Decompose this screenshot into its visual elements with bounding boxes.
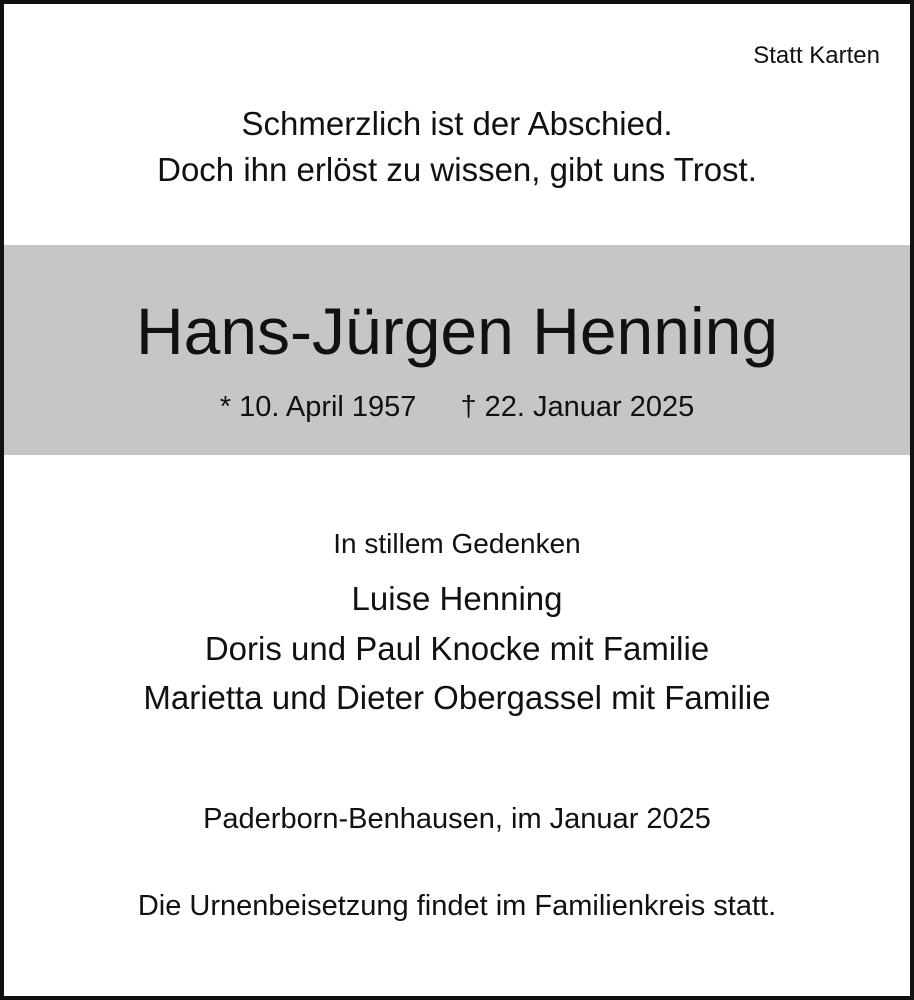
burial-note: Die Urnenbeisetzung findet im Familienkreis statt.: [137, 890, 777, 922]
quote-line-2: Doch ihn erlöst zu wissen, gibt uns Trost.: [157, 151, 757, 188]
statt-karten-label: Statt Karten: [753, 42, 880, 69]
deceased-name: Hans-Jürgen Henning: [135, 294, 779, 368]
quote-line-1: Schmerzlich ist der Abschied.: [241, 105, 673, 142]
mourner-name: Luise Henning: [351, 580, 563, 617]
mourner-name: Marietta und Dieter Obergassel mit Familie: [143, 679, 771, 716]
birth-date: * 10. April 1957: [219, 391, 417, 423]
place-and-date: Paderborn-Benhausen, im Januar 2025: [203, 803, 711, 835]
mourner-name: Doris und Paul Knocke mit Familie: [204, 630, 710, 667]
mourners-intro: In stillem Gedenken: [333, 528, 581, 559]
name-band: [4, 245, 910, 455]
life-dates: [4, 393, 910, 422]
death-date: † 22. Januar 2025: [460, 391, 695, 423]
